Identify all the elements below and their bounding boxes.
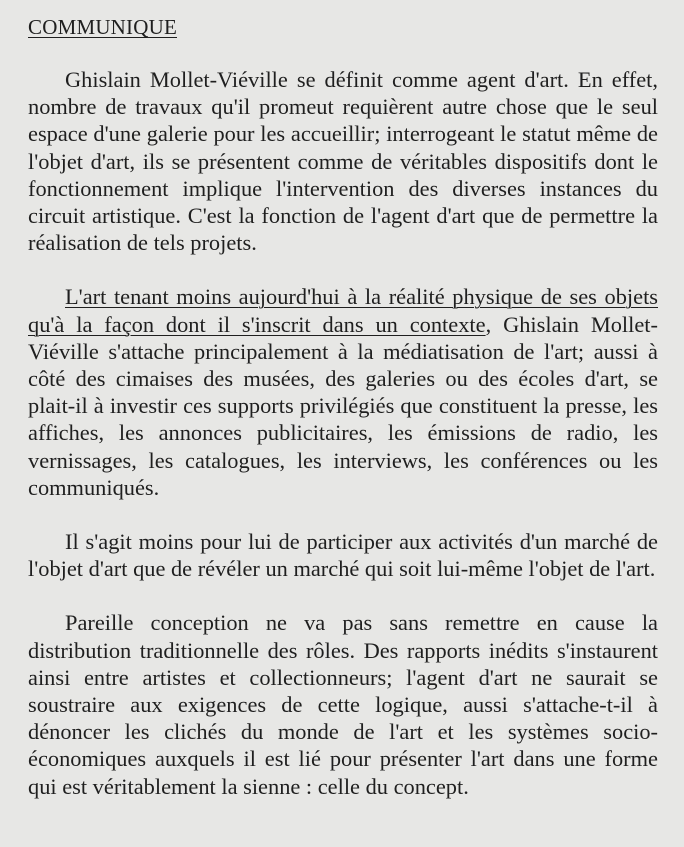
paragraph-text: Il s'agit moins pour lui de participer aux activités d'un marché de l'objet d'art que de révéler un marché qui soit lui-même l'objet de l'art.	[28, 529, 658, 582]
document-title: COMMUNIQUE	[28, 15, 177, 39]
document-page	[28, 14, 658, 827]
paragraph-text: , Ghislain Mollet-Viéville s'attache principalement à la médiatisation de l'art; aussi à côté des cimaises des musées, des galeries ou des écoles d'art, se plait-il à investir ces supports privilégiés que constituent la presse, les affiches, les annonces publicitaires, les émissions de radio, les vernissages, les catalogues, les interviews, les conférences ou les communiqués.	[28, 311, 658, 500]
paragraph-text: Pareille conception ne va pas sans remettre en cause la distribution traditionnelle des rôles. Des rapports inédits s'instaurent ainsi entre artistes et collectionneurs; l'agent d'art ne saurait se soustraire aux exigences de cette logique, aussi s'attache-t-il à dénoncer les clichés du monde de l'art et les systèmes socio-économiques auxquels il est lié pour présenter l'art dans une forme qui est véritablement la sienne : celle du concept.	[28, 610, 658, 799]
paragraph-marche	[28, 528, 658, 582]
paragraph-text: Ghislain Mollet-Viéville se définit comme agent d'art. En effet, nombre de travaux qu'il promeut requièrent autre chose que le seul espace d'une galerie pour les accueillir; interrogeant le statut même de l'objet d'art, ils se présentent comme de véritables dispositifs dont le fonctionnement implique l'intervention des diverses instances du circuit artistique. C'est la fonction de l'agent d'art que de permettre la réalisation de tels projets.	[28, 67, 658, 256]
paragraph-mediatisation	[28, 283, 658, 501]
underlined-phrase: L'art tenant moins aujourd'hui à la réalité physique de ses objets qu'à la façon dont il s'inscrit dans un contexte	[28, 284, 658, 337]
paragraph-agent-d-art	[28, 66, 658, 256]
paragraph-conception	[28, 609, 658, 799]
